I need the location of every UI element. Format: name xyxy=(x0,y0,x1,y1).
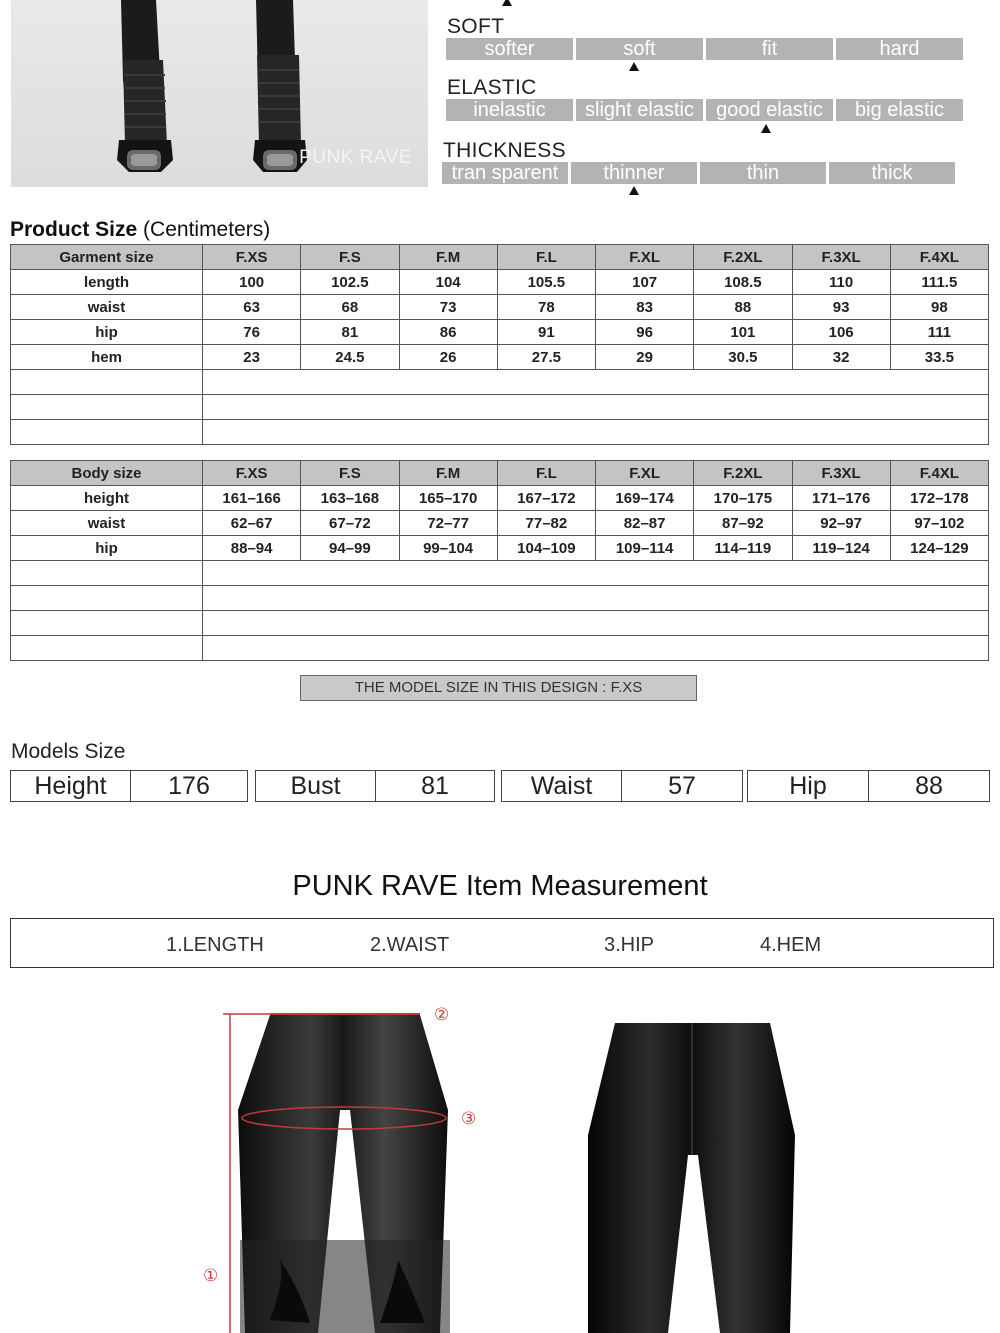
size-header-cell: F.4XL xyxy=(890,245,988,270)
size-header-cell: F.L xyxy=(497,461,595,486)
attr-title-soft: SOFT xyxy=(447,15,505,38)
model-height-label: Height xyxy=(11,771,131,801)
row-label: hem xyxy=(11,345,203,370)
model-size-note: THE MODEL SIZE IN THIS DESIGN : F.XS xyxy=(300,675,697,701)
leggings-back-illustration xyxy=(580,1015,810,1333)
thickness-option: tran sparent xyxy=(442,162,568,184)
empty-row xyxy=(11,636,989,661)
measurement-item-waist: 2.WAIST xyxy=(370,934,450,956)
size-value-cell: 86 xyxy=(399,320,497,345)
size-header-cell: F.XS xyxy=(203,245,301,270)
empty-cell xyxy=(11,636,203,661)
model-hip-label: Hip xyxy=(748,771,869,801)
selection-arrow-icon xyxy=(502,0,512,6)
empty-cell xyxy=(11,370,203,395)
size-value-cell: 68 xyxy=(301,295,399,320)
soft-scale xyxy=(446,38,963,60)
empty-cell xyxy=(203,561,989,586)
empty-cell xyxy=(11,420,203,445)
measurement-legend-box xyxy=(10,918,994,968)
size-value-cell: 105.5 xyxy=(497,270,595,295)
size-value-cell: 63 xyxy=(203,295,301,320)
size-header-cell: F.XL xyxy=(596,245,694,270)
model-height-box xyxy=(10,770,248,802)
elastic-option: slight elastic xyxy=(576,99,703,121)
product-size-unit: (Centimeters) xyxy=(143,218,271,241)
table-row xyxy=(11,511,989,536)
empty-cell xyxy=(11,611,203,636)
models-size-title: Models Size xyxy=(11,740,126,763)
empty-row xyxy=(11,395,989,420)
size-header-cell: F.3XL xyxy=(792,461,890,486)
size-value-cell: 67–72 xyxy=(301,511,399,536)
thickness-option: thick xyxy=(829,162,955,184)
size-value-cell: 101 xyxy=(694,320,792,345)
size-value-cell: 26 xyxy=(399,345,497,370)
size-value-cell: 97–102 xyxy=(890,511,988,536)
size-header-cell: F.3XL xyxy=(792,245,890,270)
size-value-cell: 24.5 xyxy=(301,345,399,370)
size-header-cell: F.XL xyxy=(596,461,694,486)
table-row xyxy=(11,536,989,561)
measurement-item-length: 1.LENGTH xyxy=(166,934,264,956)
size-value-cell: 111.5 xyxy=(890,270,988,295)
table-row xyxy=(11,345,989,370)
table-row xyxy=(11,320,989,345)
measurement-item-hip: 3.HIP xyxy=(604,934,655,956)
marker-waist: ② xyxy=(434,1005,450,1024)
empty-cell xyxy=(11,586,203,611)
elastic-scale xyxy=(446,99,963,121)
size-value-cell: 82–87 xyxy=(596,511,694,536)
garment-size-table xyxy=(10,244,989,445)
size-value-cell: 88–94 xyxy=(203,536,301,561)
size-value-cell: 171–176 xyxy=(792,486,890,511)
empty-cell xyxy=(11,395,203,420)
size-value-cell: 77–82 xyxy=(497,511,595,536)
size-value-cell: 92–97 xyxy=(792,511,890,536)
attr-title-elastic: ELASTIC xyxy=(447,76,537,99)
table-row xyxy=(11,270,989,295)
size-value-cell: 124–129 xyxy=(890,536,988,561)
table-row xyxy=(11,295,989,320)
size-value-cell: 109–114 xyxy=(596,536,694,561)
selected-arrow-icon xyxy=(629,62,639,71)
size-value-cell: 111 xyxy=(890,320,988,345)
size-value-cell: 102.5 xyxy=(301,270,399,295)
selected-arrow-icon xyxy=(629,186,639,195)
size-value-cell: 30.5 xyxy=(694,345,792,370)
row-label: waist xyxy=(11,295,203,320)
size-value-cell: 114–119 xyxy=(694,536,792,561)
row-label: waist xyxy=(11,511,203,536)
table-row xyxy=(11,486,989,511)
size-value-cell: 107 xyxy=(596,270,694,295)
marker-length: ① xyxy=(203,1266,219,1285)
empty-cell xyxy=(203,420,989,445)
model-height-value: 176 xyxy=(168,772,210,800)
size-value-cell: 32 xyxy=(792,345,890,370)
empty-cell xyxy=(203,636,989,661)
size-value-cell: 99–104 xyxy=(399,536,497,561)
size-value-cell: 170–175 xyxy=(694,486,792,511)
body-size-table xyxy=(10,460,989,661)
empty-cell xyxy=(203,395,989,420)
row-label: height xyxy=(11,486,203,511)
product-size-title: Product Size xyxy=(10,218,138,241)
model-bust-label: Bust xyxy=(256,771,376,801)
empty-row xyxy=(11,611,989,636)
size-value-cell: 73 xyxy=(399,295,497,320)
size-value-cell: 83 xyxy=(596,295,694,320)
product-size-heading xyxy=(10,218,270,242)
product-photo-boots xyxy=(11,0,428,187)
elastic-option: big elastic xyxy=(836,99,963,121)
size-value-cell: 78 xyxy=(497,295,595,320)
thickness-option: thinner xyxy=(571,162,697,184)
size-value-cell: 27.5 xyxy=(497,345,595,370)
size-value-cell: 163–168 xyxy=(301,486,399,511)
empty-row xyxy=(11,370,989,395)
size-value-cell: 91 xyxy=(497,320,595,345)
thickness-scale xyxy=(442,162,955,184)
model-hip-box xyxy=(747,770,990,802)
leggings-front-illustration xyxy=(190,990,510,1333)
size-value-cell: 98 xyxy=(890,295,988,320)
size-value-cell: 165–170 xyxy=(399,486,497,511)
row-label: hip xyxy=(11,536,203,561)
product_size-header-label: Garment size xyxy=(11,245,203,270)
row-label: length xyxy=(11,270,203,295)
model-waist-box xyxy=(501,770,743,802)
soft-option: fit xyxy=(706,38,833,60)
model-bust-value: 81 xyxy=(421,772,449,800)
size-value-cell: 88 xyxy=(694,295,792,320)
size-value-cell: 108.5 xyxy=(694,270,792,295)
body_size-header-label: Body size xyxy=(11,461,203,486)
size-value-cell: 96 xyxy=(596,320,694,345)
soft-option: soft xyxy=(576,38,703,60)
size-value-cell: 23 xyxy=(203,345,301,370)
size-header-cell: F.S xyxy=(301,245,399,270)
soft-option: hard xyxy=(836,38,963,60)
empty-cell xyxy=(203,586,989,611)
selected-arrow-icon xyxy=(761,124,771,133)
size-header-cell: F.L xyxy=(497,245,595,270)
size-value-cell: 87–92 xyxy=(694,511,792,536)
size-value-cell: 110 xyxy=(792,270,890,295)
measurement-title: PUNK RAVE Item Measurement xyxy=(292,870,708,902)
size-value-cell: 106 xyxy=(792,320,890,345)
size-header-cell: F.M xyxy=(399,461,497,486)
thickness-option: thin xyxy=(700,162,826,184)
size-value-cell: 100 xyxy=(203,270,301,295)
size-value-cell: 33.5 xyxy=(890,345,988,370)
size-value-cell: 94–99 xyxy=(301,536,399,561)
marker-hip: ③ xyxy=(461,1109,477,1128)
elastic-option: inelastic xyxy=(446,99,573,121)
model-bust-box xyxy=(255,770,495,802)
size-header-cell: F.2XL xyxy=(694,245,792,270)
size-header-cell: F.XS xyxy=(203,461,301,486)
model-hip-value: 88 xyxy=(915,772,943,800)
brand-watermark: PUNK RAVE xyxy=(299,147,412,168)
empty-row xyxy=(11,420,989,445)
size-header-cell: F.4XL xyxy=(890,461,988,486)
size-header-cell: F.2XL xyxy=(694,461,792,486)
model-waist-value: 57 xyxy=(668,772,696,800)
size-value-cell: 167–172 xyxy=(497,486,595,511)
size-value-cell: 62–67 xyxy=(203,511,301,536)
empty-row xyxy=(11,561,989,586)
size-value-cell: 81 xyxy=(301,320,399,345)
size-value-cell: 76 xyxy=(203,320,301,345)
size-value-cell: 104–109 xyxy=(497,536,595,561)
size-value-cell: 161–166 xyxy=(203,486,301,511)
size-value-cell: 169–174 xyxy=(596,486,694,511)
product_size-header-row xyxy=(11,245,989,270)
attr-title-thickness: THICKNESS xyxy=(443,139,566,162)
size-value-cell: 72–77 xyxy=(399,511,497,536)
empty-cell xyxy=(203,611,989,636)
size-header-cell: F.M xyxy=(399,245,497,270)
size-value-cell: 172–178 xyxy=(890,486,988,511)
size-value-cell: 119–124 xyxy=(792,536,890,561)
measurement-item-hem: 4.HEM xyxy=(760,934,822,956)
empty-row xyxy=(11,586,989,611)
body_size-header-row xyxy=(11,461,989,486)
elastic-option: good elastic xyxy=(706,99,833,121)
size-value-cell: 104 xyxy=(399,270,497,295)
empty-cell xyxy=(203,370,989,395)
row-label: hip xyxy=(11,320,203,345)
size-header-cell: F.S xyxy=(301,461,399,486)
soft-option: softer xyxy=(446,38,573,60)
size-value-cell: 29 xyxy=(596,345,694,370)
model-waist-label: Waist xyxy=(502,771,622,801)
size-value-cell: 93 xyxy=(792,295,890,320)
empty-cell xyxy=(11,561,203,586)
